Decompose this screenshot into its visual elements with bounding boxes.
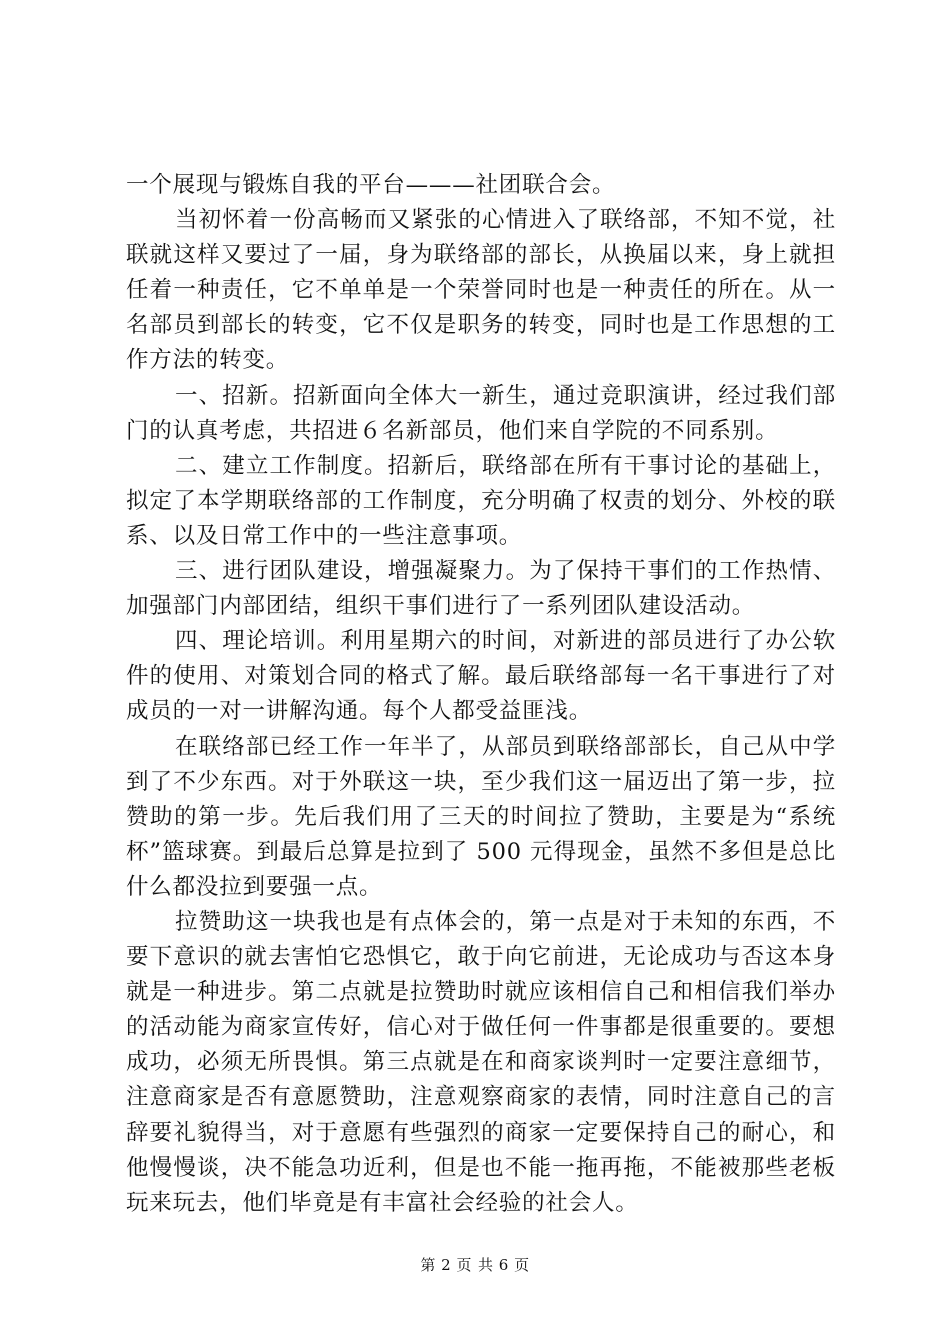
- paragraph-3: 一、招新。招新面向全体大一新生，通过竞职演讲，经过我们部门的认真考虑，共招进６名新部员，他们来自学院的不同系别。: [126, 382, 836, 444]
- page-footer: [0, 1255, 950, 1275]
- document-body: [126, 168, 836, 1221]
- page-number: 第 2 页: [420, 1256, 472, 1274]
- paragraph-5: 三、进行团队建设，增强凝聚力。为了保持干事们的工作热情、加强部门内部团结，组织干事们进行了一系列团队建设活动。: [126, 558, 836, 620]
- paragraph-4: 二、建立工作制度。招新后，联络部在所有干事讨论的基础上，拟定了本学期联络部的工作制度，充分明确了权责的划分、外校的联系、以及日常工作中的一些注意事项。: [126, 452, 836, 549]
- paragraph-6: 四、理论培训。利用星期六的时间，对新进的部员进行了办公软件的使用、对策划合同的格式了解。最后联络部每一名干事进行了对成员的一对一讲解沟通。每个人都受益匪浅。: [126, 628, 836, 725]
- paragraph-1: 一个展现与锻炼自我的平台———社团联合会。: [126, 172, 616, 198]
- page-total: 共 6 页: [478, 1256, 530, 1274]
- paragraph-2: 当初怀着一份高畅而又紧张的心情进入了联络部，不知不觉，社联就这样又要过了一届，身为联络部的部长，从换届以来，身上就担任着一种责任，它不单单是一个荣誉同时也是一种责任的所在。从一名部员到部长的转变，它不仅是职务的转变，同时也是工作思想的工作方法的转变。: [126, 207, 836, 374]
- paragraph-7: 在联络部已经工作一年半了，从部员到联络部部长，自己从中学到了不少东西。对于外联这一块，至少我们这一届迈出了第一步，拉赞助的第一步。先后我们用了三天的时间拉了赞助，主要是为“系统杯”篮球赛。到最后总算是拉到了 500 元得现金，虽然不多但是总比什么都没拉到要强一点。: [126, 733, 836, 900]
- paragraph-8: 拉赞助这一块我也是有点体会的，第一点是对于未知的东西，不要下意识的就去害怕它恐惧它，敢于向它前进，无论成功与否这本身就是一种进步。第二点就是拉赞助时就应该相信自己和相信我们举办的活动能为商家宣传好，信心对于做任何一件事都是很重要的。要想成功，必须无所畏惧。第三点就是在和商家谈判时一定要注意细节，注意商家是否有意愿赞助，注意观察商家的表情，同时注意自己的言辞要礼貌得当，对于意愿有些强烈的商家一定要保持自己的耐心，和他慢慢谈，决不能急功近利，但是也不能一拖再拖，不能被那些老板玩来玩去，他们毕竟是有丰富社会经验的社会人。: [126, 908, 836, 1216]
